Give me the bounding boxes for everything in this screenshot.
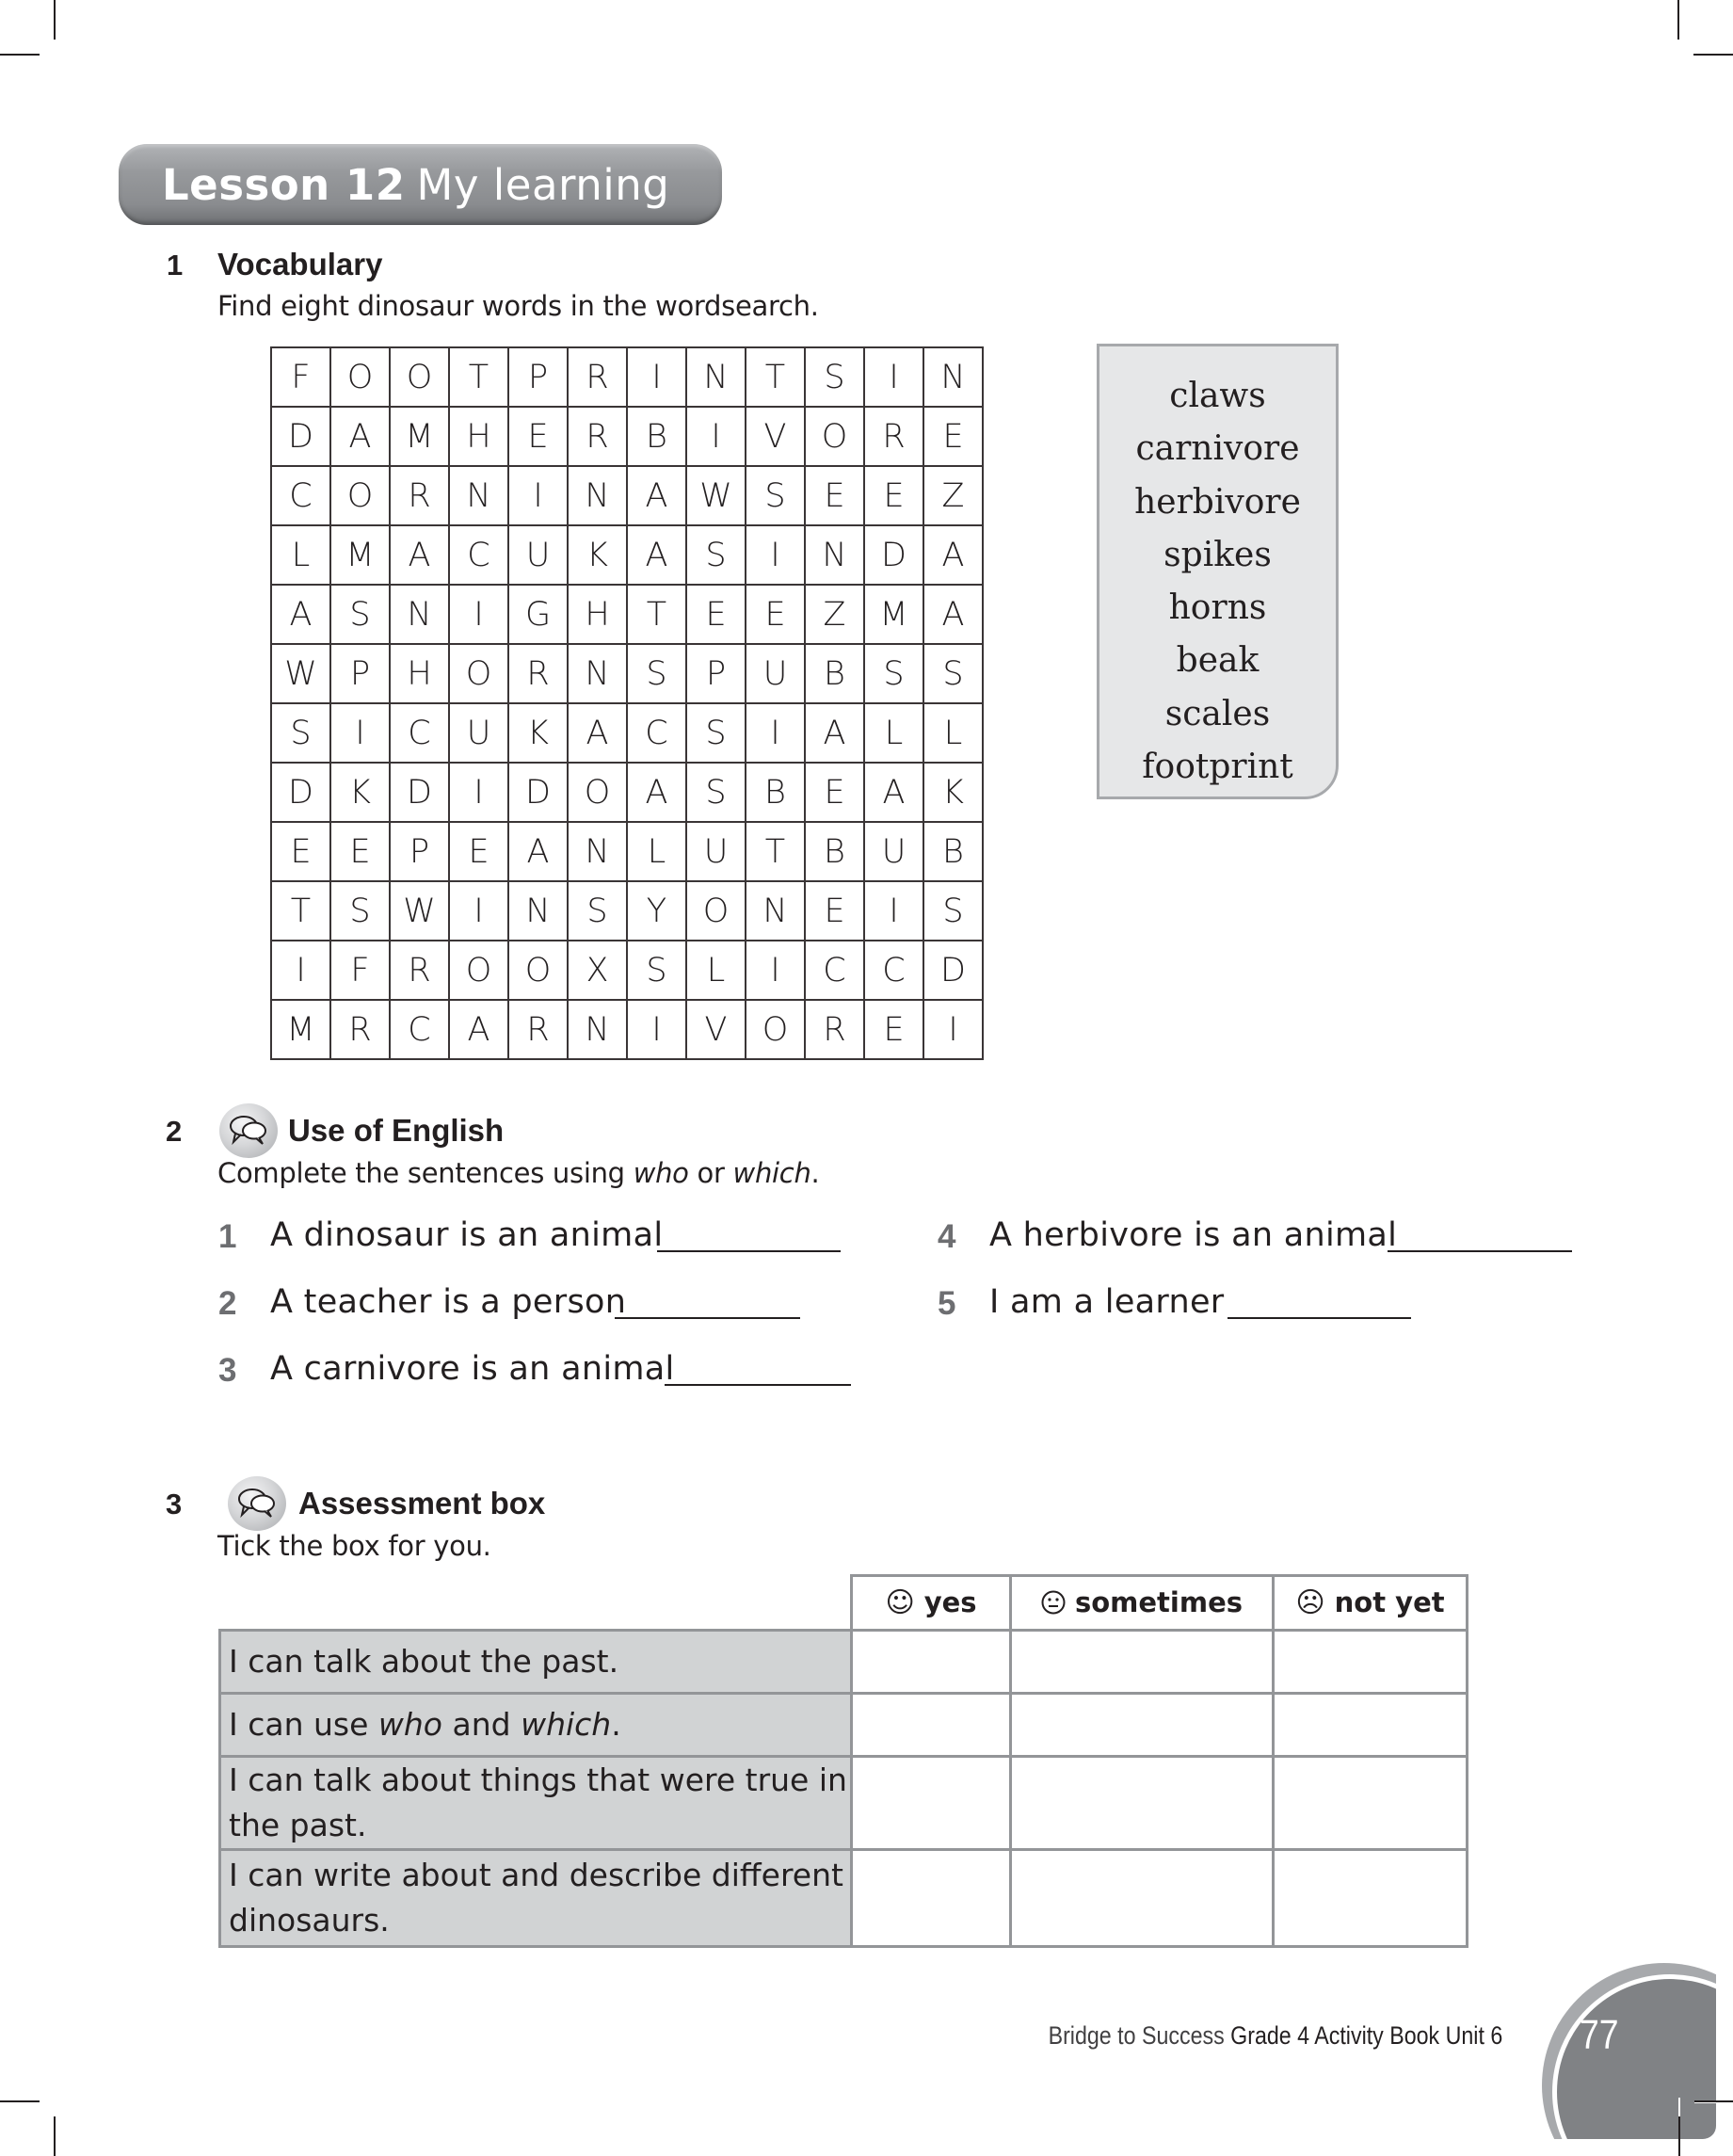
grid-cell[interactable]: P (687, 645, 746, 704)
tick-box-yes[interactable] (852, 1850, 1011, 1947)
grid-cell[interactable]: C (391, 1001, 450, 1060)
grid-cell[interactable]: C (391, 704, 450, 764)
grid-cell[interactable]: A (391, 526, 450, 586)
grid-cell[interactable]: O (450, 941, 509, 1001)
grid-cell[interactable]: K (924, 764, 984, 823)
speech-bubbles-icon (219, 1103, 278, 1158)
grid-cell[interactable]: N (569, 467, 628, 526)
grid-cell[interactable]: I (450, 764, 509, 823)
column-label: sometimes (1074, 1586, 1244, 1618)
grid-cell[interactable]: I (865, 348, 924, 408)
grid-cell[interactable]: I (272, 941, 331, 1001)
grid-cell[interactable]: I (746, 526, 806, 586)
grid-cell[interactable]: R (569, 348, 628, 408)
grid-cell[interactable]: E (272, 823, 331, 882)
table-header-row (220, 1576, 1468, 1631)
grid-cell[interactable]: E (687, 586, 746, 645)
tick-box-yes[interactable] (852, 1694, 1011, 1757)
section-number: 1 (167, 249, 184, 282)
grid-cell[interactable]: S (924, 645, 984, 704)
grid-cell[interactable]: I (865, 882, 924, 941)
word-bank-item: herbivore (1134, 482, 1301, 522)
grid-cell[interactable]: D (865, 526, 924, 586)
section-title: Vocabulary (217, 247, 383, 282)
grid-cell[interactable]: N (924, 348, 984, 408)
answer-blank-3[interactable] (665, 1384, 851, 1386)
grid-cell[interactable]: I (509, 467, 569, 526)
grid-cell[interactable]: K (331, 764, 391, 823)
grid-cell[interactable]: A (569, 704, 628, 764)
grid-cell[interactable]: Y (628, 882, 687, 941)
grid-cell[interactable]: W (391, 882, 450, 941)
grid-cell[interactable]: T (746, 823, 806, 882)
tick-box-sometimes[interactable] (1011, 1757, 1274, 1850)
grid-cell[interactable]: F (331, 941, 391, 1001)
crop-mark (54, 2116, 56, 2156)
grid-cell[interactable]: B (806, 645, 865, 704)
crop-mark (1694, 2100, 1733, 2102)
grid-cell[interactable]: U (687, 823, 746, 882)
grid-cell[interactable]: S (628, 645, 687, 704)
word-bank (1097, 344, 1339, 799)
grid-cell[interactable]: I (687, 408, 746, 467)
grid-cell[interactable]: N (569, 1001, 628, 1060)
grid-cell[interactable]: H (569, 586, 628, 645)
grid-cell[interactable]: A (628, 526, 687, 586)
instruction-keyword: who (633, 1157, 689, 1189)
table-row (220, 1850, 1468, 1947)
grid-cell[interactable]: P (391, 823, 450, 882)
grid-cell[interactable]: C (865, 941, 924, 1001)
grid-cell[interactable]: T (746, 348, 806, 408)
grid-cell[interactable]: S (687, 764, 746, 823)
grid-cell[interactable]: D (272, 408, 331, 467)
grid-cell[interactable]: I (924, 1001, 984, 1060)
grid-cell[interactable]: S (331, 586, 391, 645)
can-do-statement (220, 1694, 852, 1757)
grid-cell[interactable]: M (272, 1001, 331, 1060)
grid-cell[interactable]: E (806, 882, 865, 941)
grid-cell[interactable]: I (331, 704, 391, 764)
smiley-happy-icon: ☺ (885, 1586, 915, 1619)
section-instruction: Find eight dinosaur words in the wordsearch. (217, 290, 819, 322)
word-bank-item: carnivore (1135, 429, 1300, 469)
grid-cell[interactable]: O (509, 941, 569, 1001)
grid-cell[interactable]: A (628, 467, 687, 526)
grid-cell[interactable]: Z (806, 586, 865, 645)
grid-cell[interactable]: U (865, 823, 924, 882)
item-number: 1 (218, 1218, 237, 1255)
answer-blank-4[interactable] (1388, 1250, 1572, 1252)
grid-cell[interactable]: R (509, 1001, 569, 1060)
grid-cell[interactable]: E (331, 823, 391, 882)
series-name: Bridge to Success (1048, 2021, 1225, 2050)
grid-cell[interactable]: I (746, 941, 806, 1001)
lesson-banner (119, 144, 722, 225)
grid-cell[interactable]: O (746, 1001, 806, 1060)
grid-cell[interactable]: S (272, 704, 331, 764)
grid-cell[interactable]: S (746, 467, 806, 526)
item-text: A teacher is a person (270, 1283, 627, 1321)
grid-cell[interactable]: C (628, 704, 687, 764)
grid-cell[interactable]: O (450, 645, 509, 704)
tick-box-sometimes[interactable] (1011, 1694, 1274, 1757)
column-header-yes (852, 1576, 1011, 1631)
tick-box-sometimes[interactable] (1011, 1850, 1274, 1947)
grid-cell[interactable]: T (450, 348, 509, 408)
table-row (220, 1694, 1468, 1757)
grid-cell[interactable]: U (450, 704, 509, 764)
grid-cell[interactable]: P (509, 348, 569, 408)
section-number: 2 (166, 1115, 183, 1148)
answer-blank-2[interactable] (615, 1317, 800, 1319)
tick-box-not-yet[interactable] (1274, 1694, 1468, 1757)
column-label: not yet (1334, 1586, 1445, 1618)
grid-cell[interactable]: E (746, 586, 806, 645)
grid-cell[interactable]: V (746, 408, 806, 467)
statement-text: . (611, 1706, 621, 1743)
speech-bubbles-icon (228, 1476, 286, 1531)
grid-cell[interactable]: Z (924, 467, 984, 526)
table-row (220, 1757, 1468, 1850)
grid-cell[interactable]: U (509, 526, 569, 586)
word-bank-item: horns (1168, 588, 1267, 627)
item-number: 2 (218, 1285, 237, 1322)
assessment-table (218, 1574, 1468, 1948)
grid-cell[interactable]: R (391, 941, 450, 1001)
grid-cell[interactable]: U (746, 645, 806, 704)
crop-mark (54, 0, 56, 40)
grid-cell[interactable]: S (628, 941, 687, 1001)
grid-cell[interactable]: L (687, 941, 746, 1001)
tick-box-yes[interactable] (852, 1757, 1011, 1850)
answer-blank-5[interactable] (1228, 1317, 1411, 1319)
grid-cell[interactable]: S (687, 526, 746, 586)
grid-cell[interactable]: W (272, 645, 331, 704)
smiley-sad-icon: ☹ (1295, 1586, 1325, 1619)
grid-cell[interactable]: C (806, 941, 865, 1001)
statement-text: I can use (229, 1706, 378, 1743)
grid-cell[interactable]: O (569, 764, 628, 823)
grid-cell[interactable]: B (746, 764, 806, 823)
grid-cell[interactable]: E (865, 1001, 924, 1060)
crop-mark (1693, 54, 1733, 56)
grid-cell[interactable]: I (628, 348, 687, 408)
speech-bubbles-icon (228, 1114, 269, 1148)
item-number: 3 (218, 1352, 237, 1389)
grid-cell[interactable]: O (391, 348, 450, 408)
grid-cell[interactable]: E (865, 467, 924, 526)
table-corner (220, 1576, 852, 1631)
grid-cell[interactable]: A (924, 526, 984, 586)
word-bank-item: footprint (1142, 747, 1293, 786)
can-do-statement (220, 1757, 852, 1850)
page-number-tab (1542, 1963, 1733, 2139)
grid-cell[interactable]: O (331, 348, 391, 408)
statement-text: I can talk about the past. (229, 1643, 619, 1680)
grid-cell[interactable]: I (450, 882, 509, 941)
section-title: Assessment box (298, 1486, 546, 1520)
tick-box-not-yet[interactable] (1274, 1631, 1468, 1694)
instruction-keyword: which (732, 1157, 811, 1189)
grid-cell[interactable]: O (687, 882, 746, 941)
grid-cell[interactable]: N (806, 526, 865, 586)
grid-cell[interactable]: R (509, 645, 569, 704)
grid-cell[interactable]: I (746, 704, 806, 764)
lesson-title: My learning (416, 159, 670, 210)
page-number: 77 (1580, 2012, 1619, 2058)
section-instruction (217, 1157, 819, 1189)
grid-cell[interactable]: M (391, 408, 450, 467)
grid-cell[interactable]: M (331, 526, 391, 586)
speech-bubbles-icon (236, 1487, 278, 1520)
grid-cell[interactable]: X (569, 941, 628, 1001)
grid-cell[interactable]: S (806, 348, 865, 408)
grid-cell[interactable]: S (687, 704, 746, 764)
item-number: 4 (938, 1218, 956, 1255)
word-bank-item: beak (1176, 641, 1260, 681)
grid-cell[interactable]: S (569, 882, 628, 941)
instruction-text: or (688, 1157, 733, 1189)
item-text: A dinosaur is an animal (270, 1216, 664, 1254)
can-do-statement (220, 1850, 852, 1947)
grid-cell[interactable]: W (687, 467, 746, 526)
grid-cell[interactable]: N (391, 586, 450, 645)
grid-cell[interactable]: I (628, 1001, 687, 1060)
word-bank-item: scales (1164, 694, 1271, 733)
grid-cell[interactable]: G (509, 586, 569, 645)
word-bank-item: spikes (1163, 535, 1272, 574)
column-label: yes (923, 1586, 977, 1618)
grid-cell[interactable]: N (746, 882, 806, 941)
grid-cell[interactable]: N (509, 882, 569, 941)
smiley-neutral-icon (1041, 1586, 1066, 1619)
statement-keyword: which (521, 1706, 612, 1743)
grid-cell[interactable]: S (331, 882, 391, 941)
grid-cell[interactable]: D (272, 764, 331, 823)
can-do-statement (220, 1631, 852, 1694)
statement-text: and (442, 1706, 522, 1743)
grid-cell[interactable]: E (509, 408, 569, 467)
grid-cell[interactable]: M (865, 586, 924, 645)
grid-cell[interactable]: R (569, 408, 628, 467)
crop-mark (1678, 2116, 1680, 2156)
grid-cell[interactable]: N (687, 348, 746, 408)
statement-text: I can talk about things that were true in the past. (229, 1762, 847, 1843)
grid-cell[interactable]: C (272, 467, 331, 526)
item-text: A herbivore is an animal (989, 1216, 1398, 1254)
grid-cell[interactable]: A (272, 586, 331, 645)
statement-text: I can write about and describe different dinosaurs. (229, 1857, 843, 1939)
grid-cell[interactable]: L (865, 704, 924, 764)
footer-credit (1048, 2021, 1502, 2051)
column-header-not-yet (1274, 1576, 1468, 1631)
grid-cell[interactable]: D (391, 764, 450, 823)
crop-mark (1677, 0, 1679, 40)
lesson-label: Lesson 12 (162, 159, 406, 210)
grid-cell[interactable]: L (628, 823, 687, 882)
wordsearch-grid (270, 346, 984, 1060)
word-bank-item: claws (1169, 377, 1266, 415)
tick-box-not-yet[interactable] (1274, 1850, 1468, 1947)
grid-cell[interactable]: N (569, 645, 628, 704)
grid-cell[interactable]: P (331, 645, 391, 704)
tick-box-not-yet[interactable] (1274, 1757, 1468, 1850)
grid-cell[interactable]: A (509, 823, 569, 882)
grid-cell[interactable]: B (924, 823, 984, 882)
column-header-sometimes (1011, 1576, 1274, 1631)
grid-cell[interactable]: L (272, 526, 331, 586)
grid-cell[interactable]: O (331, 467, 391, 526)
statement-keyword: who (377, 1706, 443, 1743)
grid-cell[interactable]: T (272, 882, 331, 941)
grid-cell[interactable]: C (450, 526, 509, 586)
grid-cell[interactable]: A (450, 1001, 509, 1060)
section-number: 3 (166, 1488, 183, 1520)
item-number: 5 (938, 1285, 956, 1322)
grid-cell[interactable]: D (509, 764, 569, 823)
grid-cell[interactable]: A (331, 408, 391, 467)
grid-cell[interactable]: K (569, 526, 628, 586)
grid-cell[interactable]: F (272, 348, 331, 408)
grid-cell[interactable]: V (687, 1001, 746, 1060)
grid-cell[interactable]: A (806, 704, 865, 764)
answer-blank-1[interactable] (657, 1250, 841, 1252)
grid-cell[interactable]: N (450, 467, 509, 526)
tick-box-sometimes[interactable] (1011, 1631, 1274, 1694)
grid-cell[interactable]: S (865, 645, 924, 704)
grid-cell[interactable]: N (569, 823, 628, 882)
grid-cell[interactable]: B (628, 408, 687, 467)
grid-cell[interactable]: R (865, 408, 924, 467)
grid-cell[interactable]: R (331, 1001, 391, 1060)
grid-cell[interactable]: R (391, 467, 450, 526)
grid-cell[interactable]: A (924, 586, 984, 645)
grid-cell[interactable]: R (806, 1001, 865, 1060)
crop-mark (0, 2100, 40, 2102)
grid-cell[interactable]: K (509, 704, 569, 764)
section-title: Use of English (288, 1113, 505, 1148)
grid-cell[interactable]: E (450, 823, 509, 882)
grid-cell[interactable]: A (865, 764, 924, 823)
grid-cell[interactable]: E (924, 408, 984, 467)
instruction-text: Complete the sentences using (217, 1157, 634, 1189)
crop-mark (0, 54, 40, 56)
instruction-text: . (810, 1157, 820, 1189)
grid-cell[interactable]: D (924, 941, 984, 1001)
grid-cell[interactable]: A (628, 764, 687, 823)
grid-cell[interactable]: I (450, 586, 509, 645)
item-text: I am a learner (989, 1283, 1225, 1321)
grid-cell[interactable]: H (450, 408, 509, 467)
grid-cell[interactable]: O (806, 408, 865, 467)
grid-cell[interactable]: L (924, 704, 984, 764)
section-instruction: Tick the box for you. (217, 1530, 491, 1562)
tick-box-yes[interactable] (852, 1631, 1011, 1694)
grid-cell[interactable]: B (806, 823, 865, 882)
grid-cell[interactable]: T (628, 586, 687, 645)
item-text: A carnivore is an animal (270, 1350, 675, 1388)
table-row (220, 1631, 1468, 1694)
grid-cell[interactable]: H (391, 645, 450, 704)
grid-cell[interactable]: E (806, 467, 865, 526)
grid-cell[interactable]: S (924, 882, 984, 941)
grid-cell[interactable]: E (806, 764, 865, 823)
book-title: Grade 4 Activity Book Unit 6 (1229, 2021, 1502, 2050)
